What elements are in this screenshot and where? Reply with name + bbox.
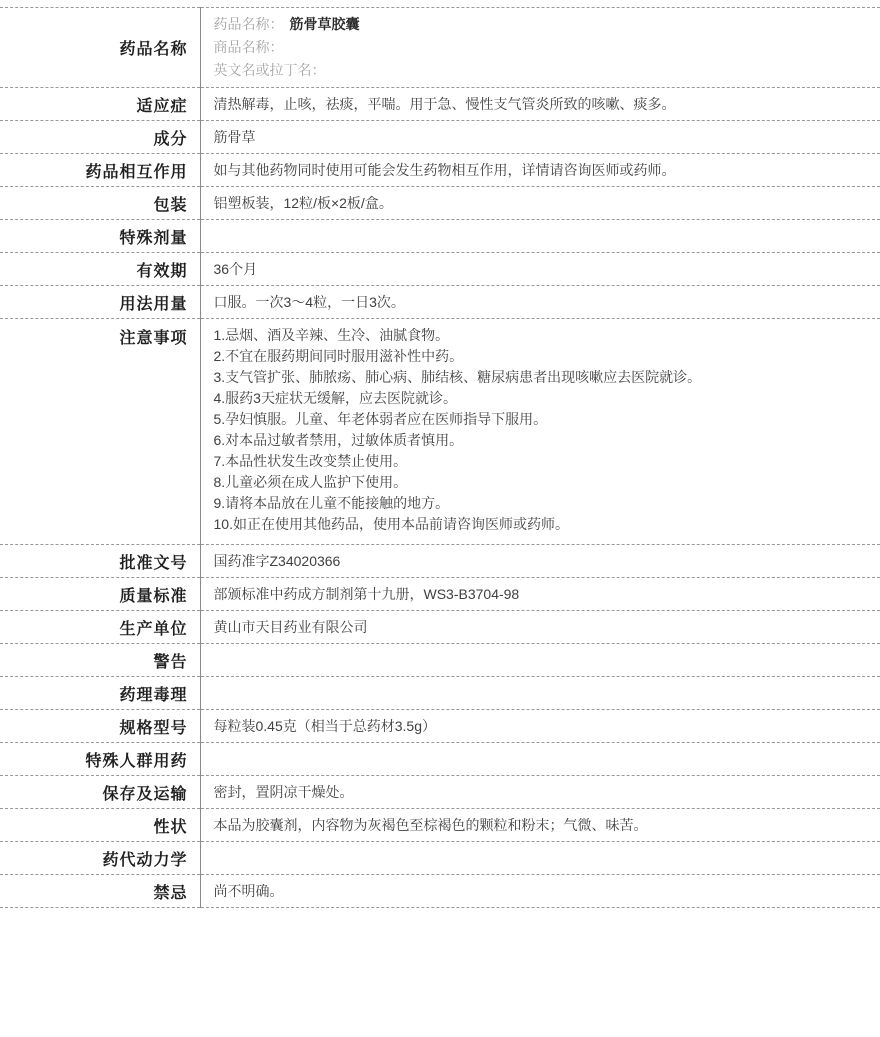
table-row (0, 743, 880, 776)
table-row (0, 253, 880, 286)
row-label: 特殊人群用药 (0, 743, 200, 776)
table-row (0, 8, 880, 88)
drug-name: 筋骨草胶囊 (289, 16, 360, 32)
row-label: 禁忌 (0, 875, 200, 908)
drug-info-table (0, 7, 880, 908)
table-row (0, 578, 880, 611)
row-label: 有效期 (0, 253, 200, 286)
row-value: 尚不明确。 (213, 883, 284, 899)
table-row (0, 875, 880, 908)
note-line: 9.请将本品放在儿童不能接触的地方。 (213, 495, 450, 511)
table-row (0, 710, 880, 743)
row-value: 本品为胶囊剂，内容物为灰褐色至棕褐色的颗粒和粉末；气微、味苦。 (213, 817, 648, 833)
drug-info-page (0, 7, 880, 908)
table-row (0, 154, 880, 187)
name-line (214, 36, 871, 59)
row-label: 保存及运输 (0, 776, 200, 809)
row-label: 生产单位 (0, 611, 200, 644)
row-value (200, 319, 880, 545)
name-line (214, 13, 871, 36)
note-line: 5.孕妇慎服。儿童、年老体弱者应在医师指导下服用。 (213, 411, 548, 427)
field-label: 药品名称： (213, 16, 284, 32)
row-label: 规格型号 (0, 710, 200, 743)
note-line: 4.服药3天症状无缓解，应去医院就诊。 (213, 390, 457, 406)
row-label: 性状 (0, 809, 200, 842)
row-value (200, 743, 880, 776)
table-row (0, 776, 880, 809)
row-value: 清热解毒，止咳，祛痰，平喘。用于急、慢性支气管炎所致的咳嗽、痰多。 (213, 96, 676, 112)
note-line: 2.不宜在服药期间同时服用滋补性中药。 (213, 348, 464, 364)
row-label: 质量标准 (0, 578, 200, 611)
table-row (0, 809, 880, 842)
field-label: 商品名称： (213, 39, 284, 55)
note-line: 3.支气管扩张、肺脓疡、肺心病、肺结核、糖尿病患者出现咳嗽应去医院就诊。 (213, 369, 702, 385)
row-label: 药品相互作用 (0, 154, 200, 187)
row-value (200, 644, 880, 677)
row-value (200, 842, 880, 875)
row-label: 特殊剂量 (0, 220, 200, 253)
row-value: 国药准字Z34020366 (213, 553, 341, 569)
row-value: 黄山市天目药业有限公司 (213, 619, 368, 635)
table-row (0, 121, 880, 154)
row-label: 药代动力学 (0, 842, 200, 875)
row-value: 如与其他药物同时使用可能会发生药物相互作用，详情请咨询医师或药师。 (213, 162, 676, 178)
row-value: 密封，置阴凉干燥处。 (213, 784, 354, 800)
row-value (200, 677, 880, 710)
table-row (0, 187, 880, 220)
row-label: 警告 (0, 644, 200, 677)
row-value: 每粒装0.45克（相当于总药材3.5g） (213, 718, 436, 734)
note-line: 1.忌烟、酒及辛辣、生冷、油腻食物。 (213, 327, 450, 343)
table-row (0, 842, 880, 875)
row-label: 药理毒理 (0, 677, 200, 710)
row-label: 包装 (0, 187, 200, 220)
row-value: 部颁标准中药成方制剂第十九册，WS3-B3704-98 (213, 586, 520, 602)
table-row (0, 611, 880, 644)
row-value: 铝塑板装，12粒/板×2板/盒。 (213, 195, 393, 211)
row-label: 注意事项 (0, 319, 200, 545)
table-row (0, 286, 880, 319)
note-line: 6.对本品过敏者禁用，过敏体质者慎用。 (213, 432, 464, 448)
row-value (200, 8, 880, 88)
table-row (0, 220, 880, 253)
row-value: 筋骨草 (213, 129, 256, 145)
row-value: 口服。一次3～4粒，一日3次。 (213, 294, 405, 310)
row-value: 36个月 (213, 261, 258, 277)
row-value (200, 220, 880, 253)
row-label: 药品名称 (0, 8, 200, 88)
note-line: 10.如正在使用其他药品，使用本品前请咨询医师或药师。 (213, 516, 569, 532)
row-label: 成分 (0, 121, 200, 154)
row-label: 用法用量 (0, 286, 200, 319)
table-row (0, 545, 880, 578)
name-line (214, 59, 871, 82)
row-label: 批准文号 (0, 545, 200, 578)
table-row (0, 319, 880, 545)
table-row (0, 677, 880, 710)
row-label: 适应症 (0, 88, 200, 121)
table-row (0, 88, 880, 121)
table-row (0, 644, 880, 677)
note-line: 8.儿童必须在成人监护下使用。 (213, 474, 408, 490)
note-line: 7.本品性状发生改变禁止使用。 (213, 453, 408, 469)
field-label: 英文名或拉丁名： (213, 62, 326, 78)
